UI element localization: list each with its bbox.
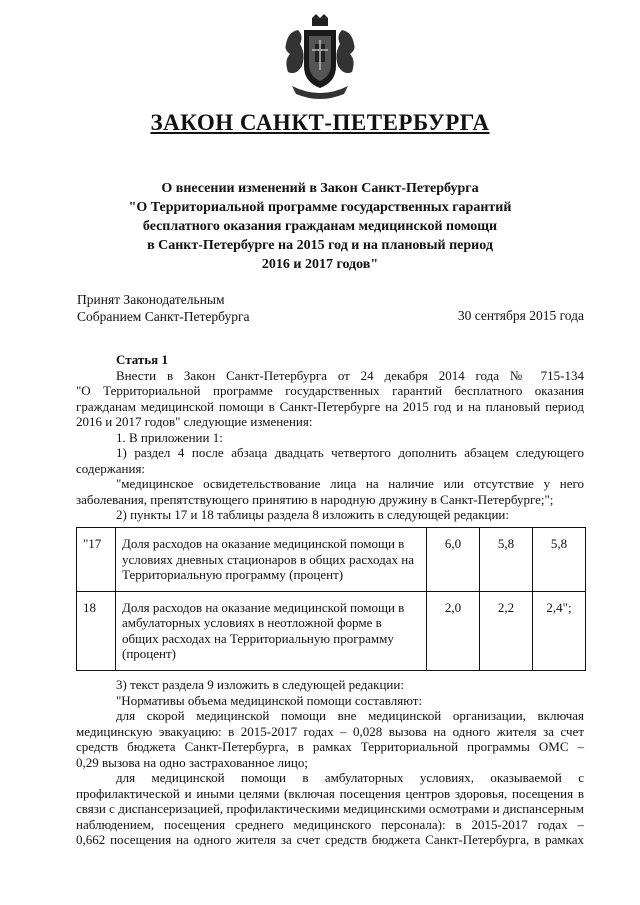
body-line: средств бюджета Санкт-Петербурга, в рамках Территориальной программы ОМС –	[76, 739, 584, 754]
subtitle-line: 2016 и 2017 годов"	[261, 257, 379, 272]
article-continuation	[76, 677, 584, 848]
article-body	[76, 352, 584, 523]
adopted-line-2: Собранием Санкт-Петербурга	[77, 309, 250, 324]
body-line: 1) раздел 4 после абзаца двадцать четвертого дополнить абзацем следующего	[116, 445, 584, 460]
subtitle-line: О внесении изменений в Закон Санкт-Петербурга	[161, 181, 479, 196]
table-row	[77, 591, 586, 670]
sub-item-3: 3) текст раздела 9 изложить в следующей редакции:	[116, 677, 404, 692]
row-description: Доля расходов на оказание медицинской помощи в условиях дневных стационаров в общих расходах на Территориальную программу (процент)	[116, 528, 427, 592]
norm-heading: "Нормативы объема медицинской помощи составляют:	[116, 692, 423, 708]
row-description: Доля расходов на оказание медицинской помощи в амбулаторных условиях в неотложной форме в общих расходах на Территориальную программу (процент)	[116, 591, 427, 670]
body-line: "медицинское освидетельствование лица на наличие или отсутствие у него	[116, 476, 584, 491]
subtitle-line: бесплатного оказания гражданам медицинской помощи	[142, 219, 498, 234]
body-line: для медицинской помощи в амбулаторных условиях, оказываемой с	[116, 770, 584, 785]
body-line: Внести в Закон Санкт-Петербурга от 24 декабря 2014 года № 715-134	[116, 367, 584, 383]
article-heading: Статья 1	[116, 352, 168, 367]
row-number: "17	[77, 528, 116, 592]
value-2016: 2,2	[480, 591, 533, 670]
body-line: 0,662 посещения на одного жителя за счет средств бюджета Санкт-Петербурга, в рамках	[76, 832, 584, 847]
body-line: заболевания, препятствующего принятию в народную дружину в Санкт-Петербурге;";	[76, 491, 554, 507]
body-line: медицинскую эвакуацию: в 2015-2017 годах – 0,028 вызова на одного жителя за счет	[76, 723, 584, 739]
table-row	[77, 528, 586, 592]
item-1: 1. В приложении 1:	[116, 429, 223, 445]
body-line: для скорой медицинской помощи вне медицинской организации, включая	[116, 708, 584, 723]
body-line: 2016 и 2017 годов" следующие изменения:	[76, 414, 313, 429]
value-2017: 5,8	[533, 528, 586, 592]
adoption-date: 30 сентября 2015 года	[457, 308, 584, 323]
adopted-line-1: Принят Законодательным	[77, 292, 225, 307]
value-2016: 5,8	[480, 528, 533, 592]
body-line: гражданам медицинской помощи в Санкт-Петербурге на 2015 год и на плановый период	[76, 398, 584, 414]
subtitle-line: "О Территориальной программе государственных гарантий	[128, 200, 512, 215]
body-line: содержания:	[76, 460, 146, 476]
document-title: ЗАКОН САНКТ-ПЕТЕРБУРГА	[150, 110, 490, 135]
body-line: профилактической и иными целями (включая посещения центров здоровья, посещения в	[76, 785, 584, 801]
coat-of-arms-icon	[282, 14, 358, 100]
document-subtitle	[100, 179, 540, 274]
body-line: связи с диспансеризацией, профилактическими медицинскими осмотрами и диспансерным	[76, 801, 584, 816]
adoption-block	[77, 291, 250, 325]
subtitle-line: в Санкт-Петербурге на 2015 год и на плановый период	[147, 238, 493, 253]
row-number: 18	[77, 591, 116, 670]
amendment-table	[76, 527, 586, 671]
body-line: "О Территориальной программе государственных гарантий бесплатного оказания	[76, 383, 584, 398]
value-2017: 2,4";	[533, 591, 586, 670]
body-line: 0,29 вызова на одно застрахованное лицо;	[76, 754, 308, 770]
value-2015: 2,0	[427, 591, 480, 670]
body-line: наблюдением, посещения среднего медицинского персонала): в 2015-2017 годах –	[76, 816, 584, 832]
value-2015: 6,0	[427, 528, 480, 592]
sub-item-2: 2) пункты 17 и 18 таблицы раздела 8 изложить в следующей редакции:	[116, 507, 510, 522]
